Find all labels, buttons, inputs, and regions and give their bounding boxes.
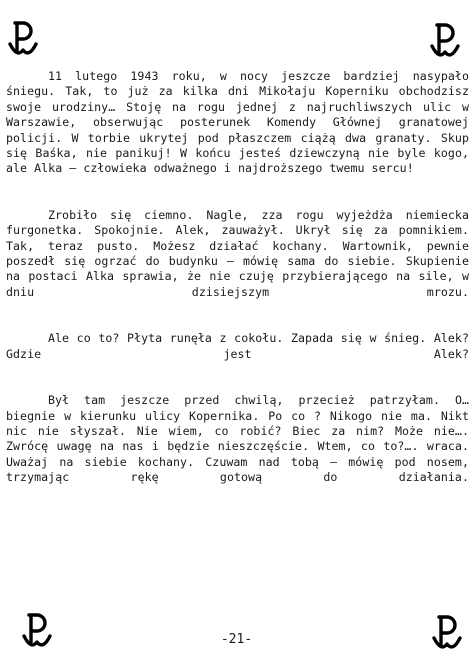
page-number: -21- — [220, 632, 253, 647]
paragraph: 11 lutego 1943 roku, w nocy jeszcze bardziej nasypało śniegu. Tak, to już za kilka dni Mikołaju Koperniku obchodzisz swoje urodziny… Stoję na rogu jednej z najruchliwszych ulic w Warszawie, obserwując posterunek Komendy Głównej granatowej policji. W torbie ukrytej pod płaszczem ciążą dwa granaty. Skup się Baśka, nie panikuj! W końcu jesteś dziewczyną nie byle kogo, ale Alka – człowieka odważnego i najdroższego twemu sercu! — [6, 69, 469, 176]
paragraph: Był tam jeszcze przed chwilą, przecież patrzyłam. O… biegnie w kierunku ulicy Kopernika. Po co ? Nikogo nie ma. Nikt nic nie słyszał. Nie wiem, co robić? Biec za nim? Może nie…. Zwrócę uwagę na nas i będzie nieszczęście. Wtem, co to?…. wraca. Uważaj na siebie kochany. Czuwam nad tobą – mówię pod nosem, trzymając rękę gotową do działania. — [6, 393, 469, 485]
kotwica-icon — [8, 20, 38, 60]
kotwica-icon — [430, 22, 460, 62]
paragraph: Zrobiło się ciemno. Nagle, zza rogu wyjeżdża niemiecka furgonetka. Spokojnie. Alek, zauważył. Ukrył się za pomnikiem. Tak, teraz pusto. Możesz działać kochany. Wartownik, pewnie poszedł się ogrzać do budynku – mówię sama do siebie. Skupienie na postaci Alka sprawia, że nie czuję przybierającego na sile, w dniu dzisiejszym mrozu. — [6, 207, 469, 299]
paragraph: Ale co to? Płyta runęła z cokołu. Zapada się w śnieg. Alek? Gdzie jest Alek? — [6, 331, 469, 361]
story-text — [6, 69, 469, 486]
